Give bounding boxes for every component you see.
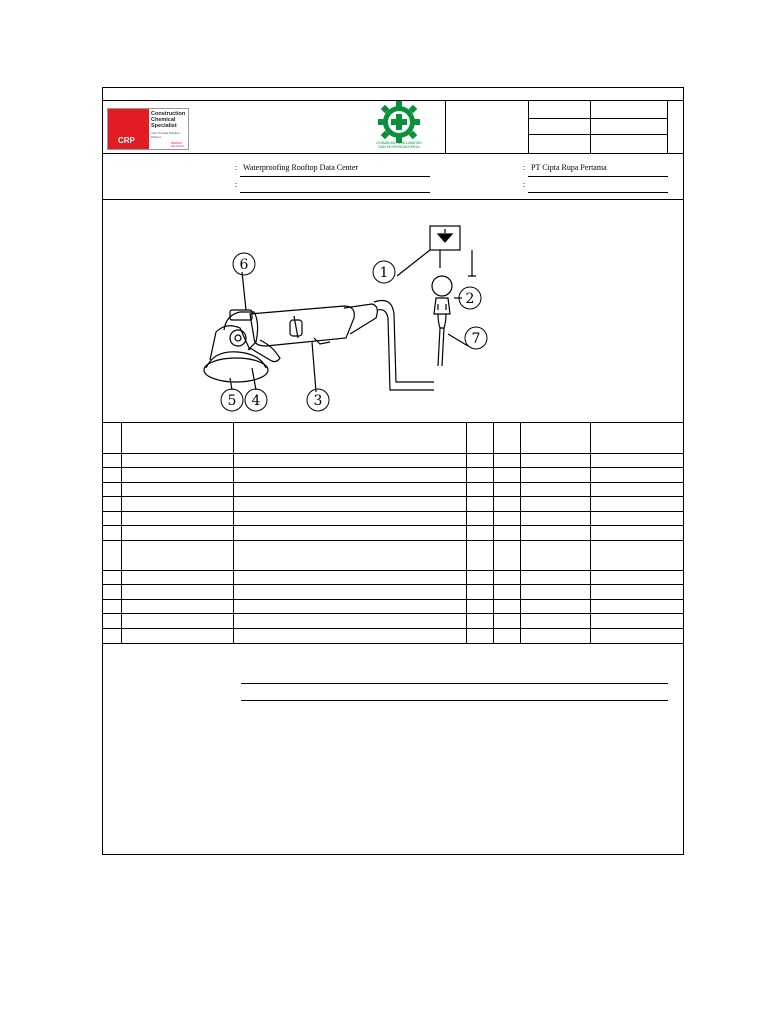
callout-6: 6 <box>239 257 249 273</box>
table-row-rule-3 <box>102 482 684 483</box>
figure-top-rule <box>102 199 684 200</box>
table-row-rule-9 <box>102 584 684 585</box>
table-row-rule-5 <box>102 511 684 512</box>
table-row-rule-7 <box>102 540 684 541</box>
table-row-rule-1 <box>102 453 684 454</box>
company-logo <box>107 108 189 150</box>
notes-line-1 <box>241 683 668 684</box>
logo-tagline: Your Trusted Solution Partner <box>151 131 180 139</box>
table-col-5 <box>520 422 521 643</box>
logo-brand: CRP <box>118 136 135 145</box>
header-cell-rule-1 <box>528 118 667 119</box>
table-row-rule-11 <box>102 613 684 614</box>
line4-colon: : <box>523 180 526 189</box>
header-divider-4 <box>667 100 668 153</box>
logo-footer: PERFECT SOLUTION <box>171 142 184 148</box>
logo-company-name: Construction Chemical Specialist <box>151 111 186 129</box>
table-col-6 <box>590 422 591 643</box>
table-row-rule-12 <box>102 628 684 629</box>
callout-5: 5 <box>227 393 237 409</box>
table-row-rule-2 <box>102 467 684 468</box>
callout-3: 3 <box>313 393 323 409</box>
angle-grinder-figure <box>194 210 494 415</box>
project-underline <box>240 176 430 177</box>
callout-7: 7 <box>471 331 481 347</box>
table-col-1 <box>121 422 122 643</box>
notes-line-2 <box>241 700 668 701</box>
table-col-3 <box>466 422 467 643</box>
line2-underline <box>240 192 430 193</box>
header-cell-rule-2 <box>528 134 667 135</box>
callout-1: 1 <box>379 265 389 281</box>
header-divider-3 <box>590 100 591 153</box>
table-row-rule-8 <box>102 570 684 571</box>
table-row-rule-6 <box>102 525 684 526</box>
table-col-2 <box>233 422 234 643</box>
inspection-form <box>102 87 684 855</box>
company-colon: : <box>523 163 526 172</box>
grinding-disc-shape <box>204 358 268 382</box>
callout-4: 4 <box>251 393 261 409</box>
header-bottom-rule <box>102 153 684 154</box>
company-underline <box>528 176 668 177</box>
table-bottom-rule <box>102 643 684 644</box>
project-name: Waterproofing Rooftop Data Center <box>243 163 359 172</box>
line4-underline <box>528 192 668 193</box>
company-name: PT Cipta Rupa Pertama <box>531 163 607 172</box>
k3-caption: UTAMAKAN KESELAMATAN DAN KESEHATAN KERJA <box>376 141 422 149</box>
table-top-rule <box>102 422 684 423</box>
line2-colon: : <box>235 180 238 189</box>
table-row-rule-10 <box>102 599 684 600</box>
project-colon: : <box>235 163 238 172</box>
header-divider-1 <box>445 100 446 153</box>
table-col-4 <box>493 422 494 643</box>
callout-2: 2 <box>465 291 475 307</box>
table-row-rule-4 <box>102 496 684 497</box>
header-divider-2 <box>528 100 529 153</box>
